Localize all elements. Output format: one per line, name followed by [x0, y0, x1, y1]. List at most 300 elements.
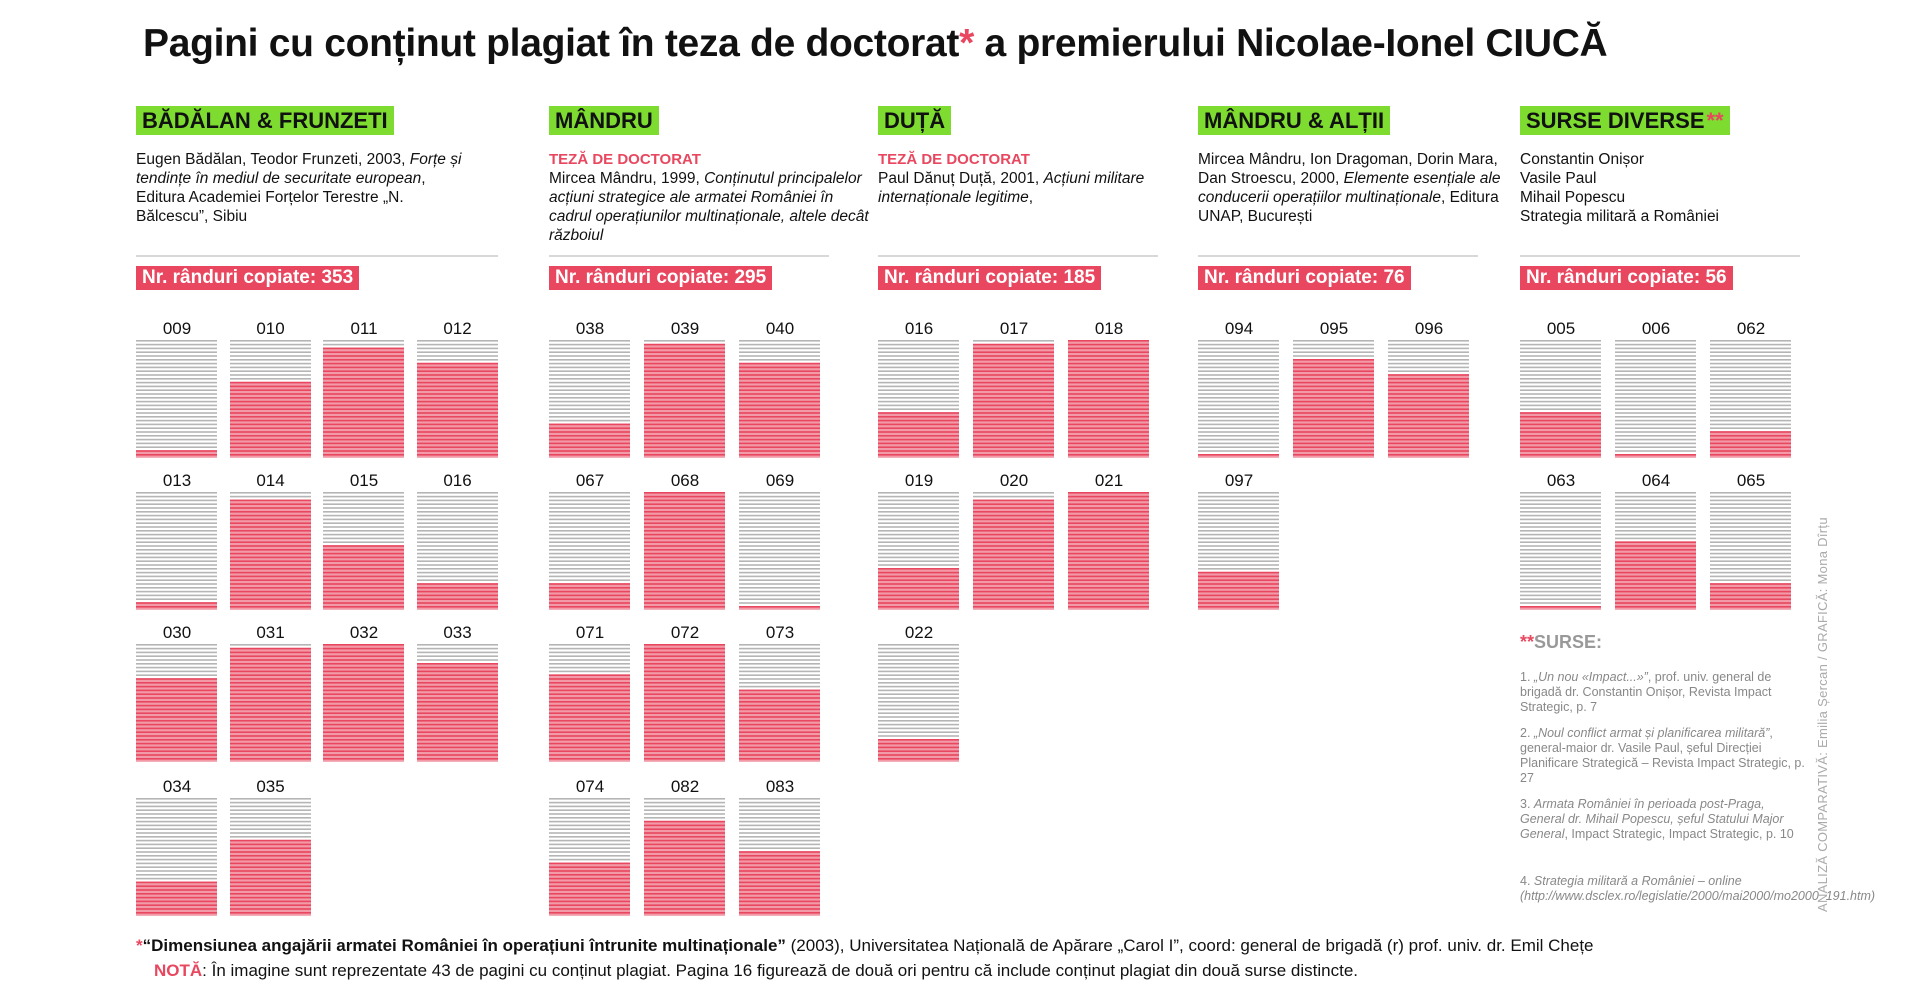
- page-number: 068: [670, 471, 700, 490]
- original-line: [878, 530, 959, 532]
- original-line: [549, 405, 630, 407]
- original-line: [136, 836, 217, 838]
- original-line: [1198, 530, 1279, 532]
- original-line: [417, 355, 498, 357]
- original-line: [878, 519, 959, 521]
- original-line: [1615, 359, 1696, 361]
- page-number: 040: [765, 319, 795, 338]
- original-line: [1198, 443, 1279, 445]
- original-line: [878, 701, 959, 703]
- copied-lines-value: 76: [1383, 267, 1405, 288]
- original-line: [549, 408, 630, 410]
- original-line: [1710, 401, 1791, 403]
- original-line: [1710, 541, 1791, 543]
- original-line: [739, 553, 820, 555]
- original-line: [417, 549, 498, 551]
- original-line: [136, 825, 217, 827]
- page-lines: [136, 798, 217, 916]
- original-line: [878, 709, 959, 711]
- original-line: [1520, 591, 1601, 593]
- original-line: [1710, 560, 1791, 562]
- page-number: 095: [1319, 319, 1349, 338]
- original-line: [1520, 355, 1601, 357]
- original-line: [878, 355, 959, 357]
- original-line: [230, 378, 311, 380]
- original-line: [878, 560, 959, 562]
- original-line: [1198, 519, 1279, 521]
- original-line: [1388, 370, 1469, 372]
- page-number: 039: [670, 319, 700, 338]
- original-line: [136, 806, 217, 808]
- reference-text: Mircea Mândru, Ion Dragoman, Dorin Mara, Dan Stroescu, 2000,: [1198, 151, 1498, 187]
- page-lines: [878, 644, 959, 762]
- page-lines: [878, 340, 959, 458]
- page-number: 071: [575, 623, 605, 642]
- original-line: [739, 545, 820, 547]
- original-line: [417, 530, 498, 532]
- original-line: [549, 553, 630, 555]
- original-line: [739, 560, 820, 562]
- original-line: [1710, 344, 1791, 346]
- page-number: 011: [350, 319, 378, 338]
- original-line: [417, 560, 498, 562]
- original-line: [878, 697, 959, 699]
- original-line: [136, 859, 217, 861]
- original-line: [1198, 507, 1279, 509]
- page-number: 094: [1224, 319, 1254, 338]
- page-lines: [739, 340, 820, 458]
- original-line: [1520, 348, 1601, 350]
- page-lines: [1615, 340, 1696, 458]
- original-line: [136, 420, 217, 422]
- original-line: [1615, 443, 1696, 445]
- original-line: [1198, 393, 1279, 395]
- original-line: [1198, 545, 1279, 547]
- original-line: [1198, 511, 1279, 513]
- original-line: [1710, 348, 1791, 350]
- source-note-number: 1.: [1520, 670, 1534, 684]
- original-line: [878, 682, 959, 684]
- original-line: [549, 541, 630, 543]
- original-line: [1520, 511, 1601, 513]
- original-line: [739, 526, 820, 528]
- page-bar: [136, 470, 218, 610]
- original-line: [644, 817, 725, 819]
- original-line: [230, 340, 311, 342]
- page-number: 016: [904, 319, 934, 338]
- page-number: 082: [670, 777, 700, 796]
- page-number: 038: [575, 319, 605, 338]
- original-line: [1615, 405, 1696, 407]
- original-line: [1520, 370, 1601, 372]
- original-line: [1198, 526, 1279, 528]
- page-bar: [644, 470, 726, 610]
- page-lines: [549, 492, 630, 610]
- original-line: [136, 644, 217, 646]
- original-line: [1710, 549, 1791, 551]
- original-line: [1710, 393, 1791, 395]
- page-number: 017: [999, 319, 1029, 338]
- original-line: [739, 686, 820, 688]
- page-bar: [230, 318, 312, 458]
- original-line: [417, 344, 498, 346]
- original-line: [136, 568, 217, 570]
- reference-text: Vasile Paul: [1520, 170, 1597, 187]
- original-line: [1520, 507, 1601, 509]
- original-line: [230, 363, 311, 365]
- original-line: [230, 374, 311, 376]
- source-label: [136, 106, 394, 135]
- copied-block: [878, 412, 959, 458]
- original-line: [878, 652, 959, 654]
- original-line: [878, 496, 959, 498]
- original-line: [1615, 503, 1696, 505]
- original-line: [136, 386, 217, 388]
- original-line: [136, 435, 217, 437]
- original-line: [878, 492, 959, 494]
- original-line: [323, 522, 404, 524]
- original-line: [1198, 405, 1279, 407]
- original-line: [1710, 382, 1791, 384]
- copied-block: [1068, 492, 1149, 610]
- copied-block: [136, 450, 217, 458]
- original-line: [739, 798, 820, 800]
- original-line: [973, 496, 1054, 498]
- original-line: [417, 511, 498, 513]
- original-line: [230, 802, 311, 804]
- copied-lines-count: [1198, 266, 1411, 290]
- original-line: [1710, 427, 1791, 429]
- original-line: [1520, 553, 1601, 555]
- original-line: [739, 355, 820, 357]
- original-line: [739, 840, 820, 842]
- original-line: [1388, 363, 1469, 365]
- original-line: [136, 663, 217, 665]
- original-line: [230, 370, 311, 372]
- original-line: [1615, 416, 1696, 418]
- original-line: [549, 667, 630, 669]
- original-line: [136, 840, 217, 842]
- original-line: [1198, 351, 1279, 353]
- original-line: [549, 507, 630, 509]
- original-line: [739, 847, 820, 849]
- original-line: [1615, 393, 1696, 395]
- source-note-item: [1520, 874, 1876, 904]
- original-line: [1520, 363, 1601, 365]
- original-line: [1520, 549, 1601, 551]
- page-bar: [136, 776, 218, 916]
- page-number: 096: [1414, 319, 1444, 338]
- original-line: [549, 557, 630, 559]
- original-line: [1710, 538, 1791, 540]
- original-line: [1520, 598, 1601, 600]
- original-line: [1710, 397, 1791, 399]
- original-line: [878, 386, 959, 388]
- source-reference: [1520, 150, 1850, 226]
- original-line: [1615, 363, 1696, 365]
- original-line: [1615, 538, 1696, 540]
- original-line: [417, 359, 498, 361]
- original-line: [1615, 522, 1696, 524]
- original-line: [230, 813, 311, 815]
- page-lines: [973, 340, 1054, 458]
- original-line: [323, 519, 404, 521]
- original-line: [136, 427, 217, 429]
- original-line: [136, 374, 217, 376]
- original-line: [1388, 355, 1469, 357]
- original-line: [1198, 427, 1279, 429]
- original-line: [230, 809, 311, 811]
- original-line: [878, 541, 959, 543]
- original-line: [1710, 359, 1791, 361]
- original-line: [1710, 507, 1791, 509]
- page-lines: [230, 644, 311, 762]
- original-line: [878, 534, 959, 536]
- original-line: [1615, 378, 1696, 380]
- original-line: [136, 522, 217, 524]
- original-line: [136, 526, 217, 528]
- original-line: [1710, 576, 1791, 578]
- original-line: [1520, 359, 1601, 361]
- original-line: [136, 579, 217, 581]
- page-number: 016: [443, 471, 472, 490]
- original-line: [1520, 583, 1601, 585]
- original-line: [878, 507, 959, 509]
- original-line: [323, 492, 404, 494]
- original-line: [739, 534, 820, 536]
- original-line: [1293, 355, 1374, 357]
- source-reference: [1198, 150, 1528, 226]
- original-line: [1710, 386, 1791, 388]
- original-line: [1198, 500, 1279, 502]
- original-line: [1615, 496, 1696, 498]
- original-line: [878, 344, 959, 346]
- original-line: [1710, 553, 1791, 555]
- original-line: [230, 644, 311, 646]
- reference-text: Strategia militară a României: [1520, 208, 1720, 225]
- original-line: [1710, 424, 1791, 426]
- original-line: [739, 602, 820, 604]
- original-line: [1198, 408, 1279, 410]
- page-lines: [1068, 492, 1149, 610]
- copied-lines-value: 185: [1063, 267, 1096, 288]
- original-line: [230, 836, 311, 838]
- original-line: [1615, 530, 1696, 532]
- page-bar: [136, 318, 218, 458]
- page-bar: [1520, 318, 1602, 458]
- page-lines: [644, 492, 725, 610]
- original-line: [136, 591, 217, 593]
- original-line: [644, 798, 725, 800]
- original-line: [878, 378, 959, 380]
- original-line: [136, 587, 217, 589]
- original-line: [1198, 382, 1279, 384]
- original-line: [1710, 370, 1791, 372]
- original-line: [644, 802, 725, 804]
- original-line: [549, 397, 630, 399]
- original-line: [417, 568, 498, 570]
- original-line: [1615, 344, 1696, 346]
- original-line: [1615, 519, 1696, 521]
- original-line: [549, 659, 630, 661]
- original-line: [136, 545, 217, 547]
- copied-block: [1710, 583, 1791, 610]
- original-line: [230, 351, 311, 353]
- page-number: 063: [1546, 471, 1576, 490]
- page-number: 067: [575, 471, 605, 490]
- original-line: [1710, 579, 1791, 581]
- page-lines: [973, 492, 1054, 610]
- original-line: [136, 405, 217, 407]
- original-line: [549, 836, 630, 838]
- original-line: [878, 538, 959, 540]
- original-line: [1520, 564, 1601, 566]
- original-line: [136, 511, 217, 513]
- source-label-text: MÂNDRU: [555, 108, 653, 133]
- original-line: [739, 663, 820, 665]
- copied-lines-label: Nr. rânduri copiate:: [1526, 267, 1706, 288]
- original-line: [739, 530, 820, 532]
- copied-block: [1520, 606, 1601, 610]
- original-line: [739, 522, 820, 524]
- original-line: [136, 549, 217, 551]
- original-line: [1615, 412, 1696, 414]
- original-line: [1710, 367, 1791, 369]
- original-line: [739, 825, 820, 827]
- original-line: [1520, 340, 1601, 342]
- original-line: [136, 397, 217, 399]
- original-line: [1615, 351, 1696, 353]
- original-line: [878, 674, 959, 676]
- original-line: [1198, 435, 1279, 437]
- page-lines: [1520, 492, 1601, 610]
- original-line: [1198, 420, 1279, 422]
- original-line: [323, 500, 404, 502]
- page-lines: [549, 644, 630, 762]
- page-lines: [739, 492, 820, 610]
- original-line: [1710, 420, 1791, 422]
- original-line: [739, 579, 820, 581]
- original-line: [1615, 408, 1696, 410]
- original-line: [417, 526, 498, 528]
- copied-lines-value: 295: [734, 267, 767, 288]
- original-line: [417, 652, 498, 654]
- original-line: [1198, 568, 1279, 570]
- original-line: [323, 534, 404, 536]
- original-line: [878, 724, 959, 726]
- original-line: [1520, 560, 1601, 562]
- page-bar: [973, 470, 1055, 610]
- page-lines: [549, 798, 630, 916]
- original-line: [549, 579, 630, 581]
- copied-block: [136, 602, 217, 610]
- original-line: [739, 340, 820, 342]
- copied-lines-count: [136, 266, 359, 290]
- original-line: [136, 370, 217, 372]
- original-line: [549, 351, 630, 353]
- source-label-text: BĂDĂLAN & FRUNZETI: [142, 108, 388, 133]
- copied-block: [230, 500, 311, 610]
- copied-block: [1388, 374, 1469, 458]
- original-line: [1710, 492, 1791, 494]
- original-line: [1198, 355, 1279, 357]
- original-line: [549, 503, 630, 505]
- copied-lines-value: 56: [1705, 267, 1727, 288]
- original-line: [1710, 530, 1791, 532]
- original-line: [739, 667, 820, 669]
- original-line: [230, 496, 311, 498]
- footnote-note: NOTĂ: În imagine sunt reprezentate 43 de pagini cu conținut plagiat. Pagina 16 figurează de două ori pentru că include conținut plagiat din două surse distincte.: [154, 961, 1358, 980]
- copied-lines-count: [878, 266, 1101, 290]
- original-line: [1520, 496, 1601, 498]
- original-line: [549, 420, 630, 422]
- page-bar: [230, 622, 312, 762]
- original-line: [136, 541, 217, 543]
- original-line: [136, 359, 217, 361]
- page-title: Pagini cu conținut plagiat în teza de doctorat* a premierului Nicolae-Ionel CIUCĂ: [143, 22, 1608, 65]
- original-line: [136, 439, 217, 441]
- original-line: [1520, 522, 1601, 524]
- source-note-number: 4.: [1520, 874, 1534, 888]
- original-line: [1520, 526, 1601, 528]
- original-line: [136, 340, 217, 342]
- reference-tail: , Editura Academiei Forțelor Terestre „N. Bălcescu”, Sibiu: [136, 170, 426, 225]
- original-line: [136, 598, 217, 600]
- original-line: [230, 821, 311, 823]
- original-line: [549, 825, 630, 827]
- original-line: [1388, 348, 1469, 350]
- page-number: 018: [1094, 319, 1124, 338]
- copied-block: [1615, 454, 1696, 458]
- original-line: [1198, 515, 1279, 517]
- original-line: [1520, 595, 1601, 597]
- original-line: [739, 564, 820, 566]
- original-line: [1198, 416, 1279, 418]
- page-lines: [1615, 492, 1696, 610]
- original-line: [1615, 431, 1696, 433]
- original-line: [1710, 416, 1791, 418]
- original-line: [1520, 534, 1601, 536]
- original-line: [878, 526, 959, 528]
- original-line: [1520, 378, 1601, 380]
- original-line: [417, 534, 498, 536]
- original-line: [136, 503, 217, 505]
- original-line: [1710, 412, 1791, 414]
- original-line: [1710, 526, 1791, 528]
- reference-text: Paul Dănuț Duță, 2001,: [878, 170, 1044, 187]
- original-line: [878, 564, 959, 566]
- original-line: [878, 553, 959, 555]
- source-note-detail: , Impact Strategic, Impact Strategic, p. 10: [1564, 827, 1794, 841]
- original-line: [136, 534, 217, 536]
- original-line: [136, 851, 217, 853]
- page-number: 069: [765, 471, 795, 490]
- original-line: [1615, 420, 1696, 422]
- original-line: [1198, 363, 1279, 365]
- original-line: [549, 416, 630, 418]
- original-line: [136, 363, 217, 365]
- original-line: [549, 382, 630, 384]
- page-bar: [549, 318, 631, 458]
- copied-block: [230, 648, 311, 762]
- original-line: [1710, 519, 1791, 521]
- original-line: [1198, 340, 1279, 342]
- original-line: [136, 431, 217, 433]
- original-line: [739, 515, 820, 517]
- original-line: [878, 557, 959, 559]
- original-line: [417, 496, 498, 498]
- original-line: [1615, 439, 1696, 441]
